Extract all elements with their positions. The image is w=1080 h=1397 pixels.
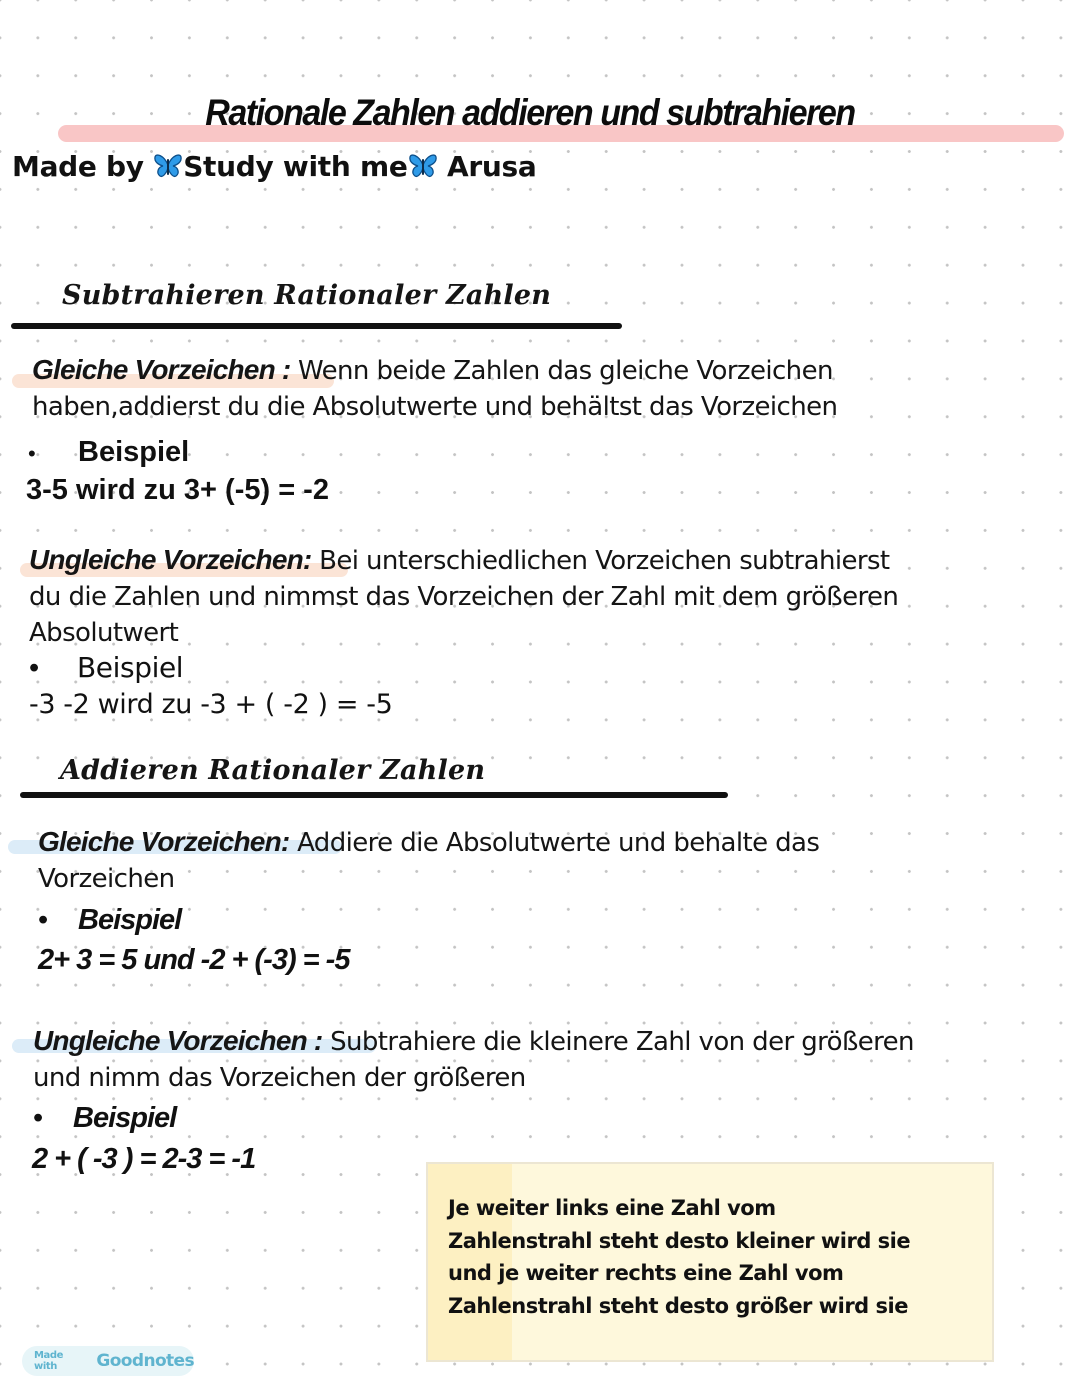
term-label: Ungleiche Vorzeichen:: [29, 544, 312, 575]
rule-text: und nimm das Vorzeichen der größeren: [33, 1063, 526, 1093]
example-label: Beispiel: [73, 1102, 177, 1134]
rule-text: Wenn beide Zahlen das gleiche Vorzeichen: [290, 356, 833, 386]
note-line: Je weiter links eine Zahl vom: [448, 1196, 776, 1220]
term-label: Gleiche Vorzeichen :: [32, 354, 291, 385]
rule-text: Vorzeichen: [38, 864, 175, 894]
sticky-note: [426, 1162, 994, 1362]
term-label: Ungleiche Vorzeichen :: [33, 1025, 323, 1056]
author-line: [12, 150, 536, 183]
term-label: Gleiche Vorzeichen:: [38, 826, 290, 857]
rule-add-different-sign: [33, 1023, 914, 1096]
example-label: Beispiel: [78, 436, 190, 468]
example-label-row: [28, 434, 189, 472]
example-equation: 2+ 3 = 5 und -2 + (-3) = -5: [38, 944, 350, 976]
section-rule: [11, 323, 622, 329]
note-line: und je weiter rechts eine Zahl vom: [448, 1261, 844, 1285]
example-equation: 2 + ( -3 ) = 2-3 = -1: [32, 1143, 256, 1175]
rule-text: Subtrahiere die kleinere Zahl von der größeren: [322, 1027, 914, 1057]
note-line: Zahlenstrahl steht desto größer wird sie: [448, 1293, 908, 1318]
badge-small-text: Made with: [34, 1350, 64, 1372]
bullet-icon: •: [29, 652, 40, 684]
section-heading-add: Addieren Rationaler Zahlen: [60, 755, 486, 786]
example-label-row: [38, 902, 181, 938]
page-title: Rationale Zahlen addieren und subtrahieren: [205, 92, 855, 133]
bullet-icon: •: [28, 441, 36, 466]
note-line: Zahlenstrahl steht desto kleiner wird sie: [448, 1228, 911, 1253]
author-middle: Study with me: [183, 150, 408, 183]
goodnotes-logo: Goodnotes: [96, 1351, 194, 1371]
section-rule: [20, 792, 728, 798]
bullet-icon: •: [33, 1102, 44, 1134]
rule-subtract-same-sign: [32, 352, 837, 425]
author-suffix: Arusa: [437, 150, 537, 183]
butterfly-icon: [153, 153, 183, 179]
section-heading-subtract: Subtrahieren Rationaler Zahlen: [62, 280, 552, 311]
example-equation: -3 -2 wird zu -3 + ( -2 ) = -5: [29, 689, 393, 720]
example-equation: 3-5 wird zu 3+ (-5) = -2: [26, 474, 329, 506]
butterfly-icon: [408, 153, 438, 179]
example-label-row: [29, 650, 183, 686]
rule-text: du die Zahlen und nimmst das Vorzeichen der Zahl mit dem größeren: [29, 582, 899, 612]
bullet-icon: •: [38, 904, 49, 936]
rule-text: Addiere die Absolutwerte und behalte das: [289, 828, 820, 858]
rule-add-same-sign: [38, 824, 819, 897]
rule-text: haben,addierst du die Absolutwerte und behältst das Vorzeichen: [32, 392, 838, 422]
rule-subtract-different-sign: [29, 542, 898, 651]
example-label: Beispiel: [77, 651, 184, 684]
made-with-goodnotes-badge[interactable]: [22, 1346, 194, 1376]
rule-text: Bei unterschiedlichen Vorzeichen subtrahierst: [311, 546, 890, 576]
example-label: Beispiel: [78, 904, 182, 936]
note-text: [448, 1192, 968, 1322]
example-label-row: [33, 1100, 176, 1136]
author-prefix: Made by: [12, 150, 154, 183]
rule-text: Absolutwert: [29, 618, 179, 648]
